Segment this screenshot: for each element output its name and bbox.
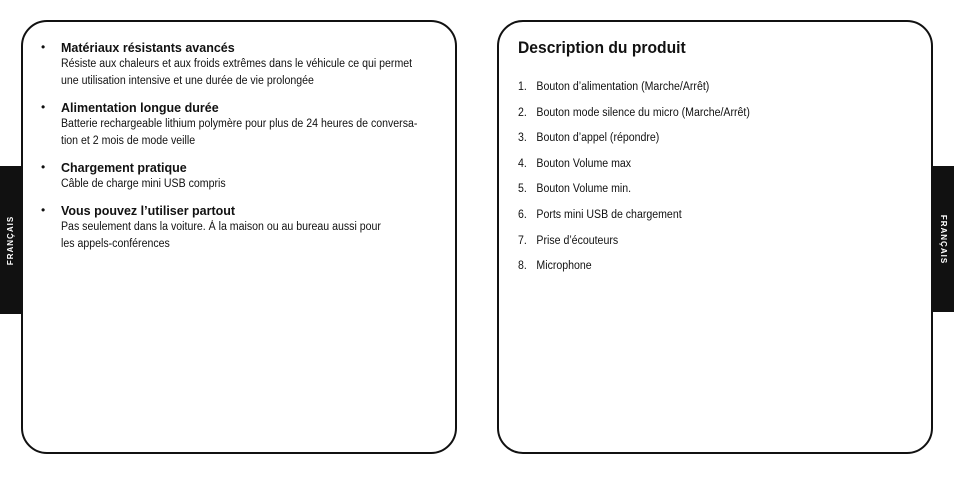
part-label: Bouton mode silence du micro (Marche/Arrêt): [536, 106, 750, 119]
part-item: [518, 152, 750, 178]
description-panel: [497, 20, 933, 454]
bullet-icon: •: [41, 203, 46, 217]
part-number: 8.: [518, 260, 527, 273]
feature-title: Alimentation longue durée: [61, 101, 219, 115]
feature-desc-line: Câble de charge mini USB compris: [61, 178, 226, 190]
feature-desc-line: Pas seulement dans la voiture. À la maison ou au bureau aussi pour: [61, 221, 381, 233]
part-number: 2.: [518, 106, 527, 119]
feature-desc-line: tion et 2 mois de mode veille: [61, 135, 196, 147]
part-label: Bouton d’alimentation (Marche/Arrêt): [536, 81, 710, 93]
part-number: 6.: [518, 208, 527, 221]
part-number: 3.: [518, 132, 527, 145]
part-item: [518, 254, 750, 280]
features-list: [41, 40, 436, 263]
part-item: [518, 75, 750, 101]
language-label-right: FRANÇAIS: [939, 214, 948, 264]
feature-desc-line: une utilisation intensive et une durée de vie prolongée: [61, 75, 314, 87]
language-tab-left: [0, 166, 21, 314]
features-panel: [21, 20, 457, 454]
language-tab-right: [933, 166, 954, 312]
feature-desc-line: les appels-conférences: [61, 238, 170, 250]
part-label: Bouton Volume max: [536, 157, 632, 170]
bullet-icon: •: [41, 40, 46, 54]
part-number: 5.: [518, 183, 527, 196]
feature-item: [41, 203, 436, 253]
feature-item: [41, 100, 436, 150]
language-label-left: FRANÇAIS: [6, 215, 15, 265]
part-item: [518, 101, 750, 127]
parts-list: [518, 75, 770, 280]
part-label: Microphone: [536, 260, 592, 273]
part-label: Bouton Volume min.: [536, 183, 632, 196]
part-number: 7.: [518, 234, 527, 247]
feature-title: Vous pouvez l’utiliser partout: [61, 204, 236, 218]
feature-title: Matériaux résistants avancés: [61, 41, 235, 55]
part-item: [518, 229, 750, 255]
part-item: [518, 126, 750, 152]
bullet-icon: •: [41, 160, 46, 174]
part-item: [518, 177, 750, 203]
feature-item: [41, 160, 436, 193]
part-item: [518, 203, 750, 229]
part-number: 1.: [518, 81, 527, 93]
part-label: Ports mini USB de chargement: [536, 208, 682, 221]
feature-item: [41, 40, 436, 90]
feature-title: Chargement pratique: [61, 161, 187, 175]
description-title: Description du produit: [518, 38, 686, 57]
part-number: 4.: [518, 157, 527, 170]
bullet-icon: •: [41, 100, 46, 114]
part-label: Prise d’écouteurs: [536, 234, 619, 247]
part-label: Bouton d’appel (répondre): [536, 132, 660, 145]
feature-desc-line: Batterie rechargeable lithium polymère pour plus de 24 heures de conversa-: [61, 118, 418, 130]
feature-desc-line: Résiste aux chaleurs et aux froids extrêmes dans le véhicule ce qui permet: [61, 58, 413, 70]
